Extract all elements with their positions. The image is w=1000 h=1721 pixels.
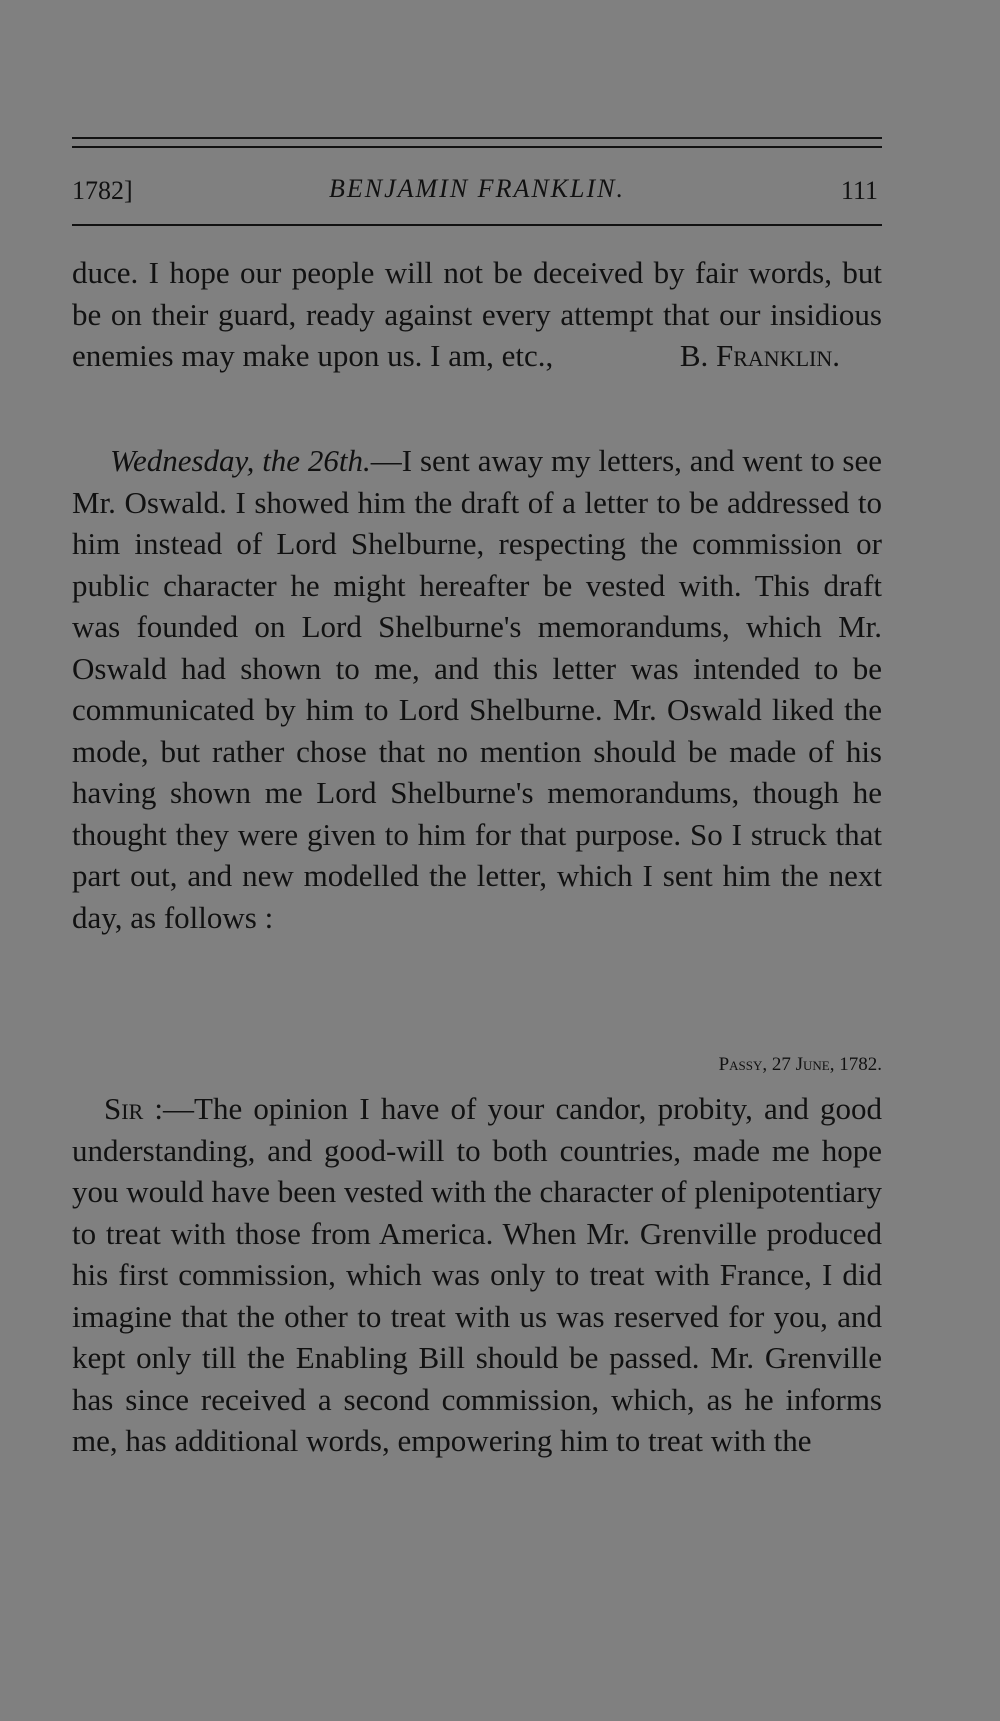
letter-salutation: Sir [104, 1091, 144, 1126]
running-head-title: BENJAMIN FRANKLIN. [329, 174, 625, 203]
paragraph-1-text: duce. I hope our people will not be deceived by fair words, but be on their guard, ready against every attempt that our insidious enemies may make upon us. I am, etc., [72, 255, 882, 373]
date-lead: Wednesday, the 26th. [110, 443, 371, 478]
letter-dateline: Passy, 27 June, 1782. [718, 1054, 882, 1075]
letter-text: :—The opinion I have of your candor, probity, and good understanding, and good-will to both countries, made me hope you would have been vested with the character of plenipotentiary to treat with those from America. When Mr. Grenville produced his first commission, which was only to treat with France, I did imagine that the other to treat with us was reserved for you, and kept only till the Enabling Bill should be passed. Mr. Grenville has since received a second commission, which, as he informs me, has additional words, empowering him to treat with the [72, 1091, 883, 1458]
page-number: 111 [840, 176, 878, 205]
paragraph-2 [72, 440, 882, 938]
signature: B. Franklin. [679, 338, 840, 373]
paragraph-1 [72, 252, 882, 377]
running-head [72, 174, 882, 210]
top-rule-inner [72, 146, 882, 148]
letter-body [72, 1088, 882, 1462]
header-rule [72, 224, 882, 226]
top-rule [72, 137, 882, 139]
paragraph-2-text: —I sent away my letters, and went to see Mr. Oswald. I showed him the draft of a letter to be addressed to him instead of Lord Shelburne, respecting the commission or public character he might hereafter be vested with. This draft was founded on Lord Shelburne's memorandums, which Mr. Oswald had shown to me, and this letter was intended to be communicated by him to Lord Shelburne. Mr. Oswald liked the mode, but rather chose that no mention should be made of his having shown me Lord Shelburne's memorandums, though he thought they were given to him for that purpose. So I struck that part out, and new modelled the letter, which I sent him the next day, as follows : [72, 443, 882, 935]
running-head-year: 1782] [72, 176, 133, 205]
